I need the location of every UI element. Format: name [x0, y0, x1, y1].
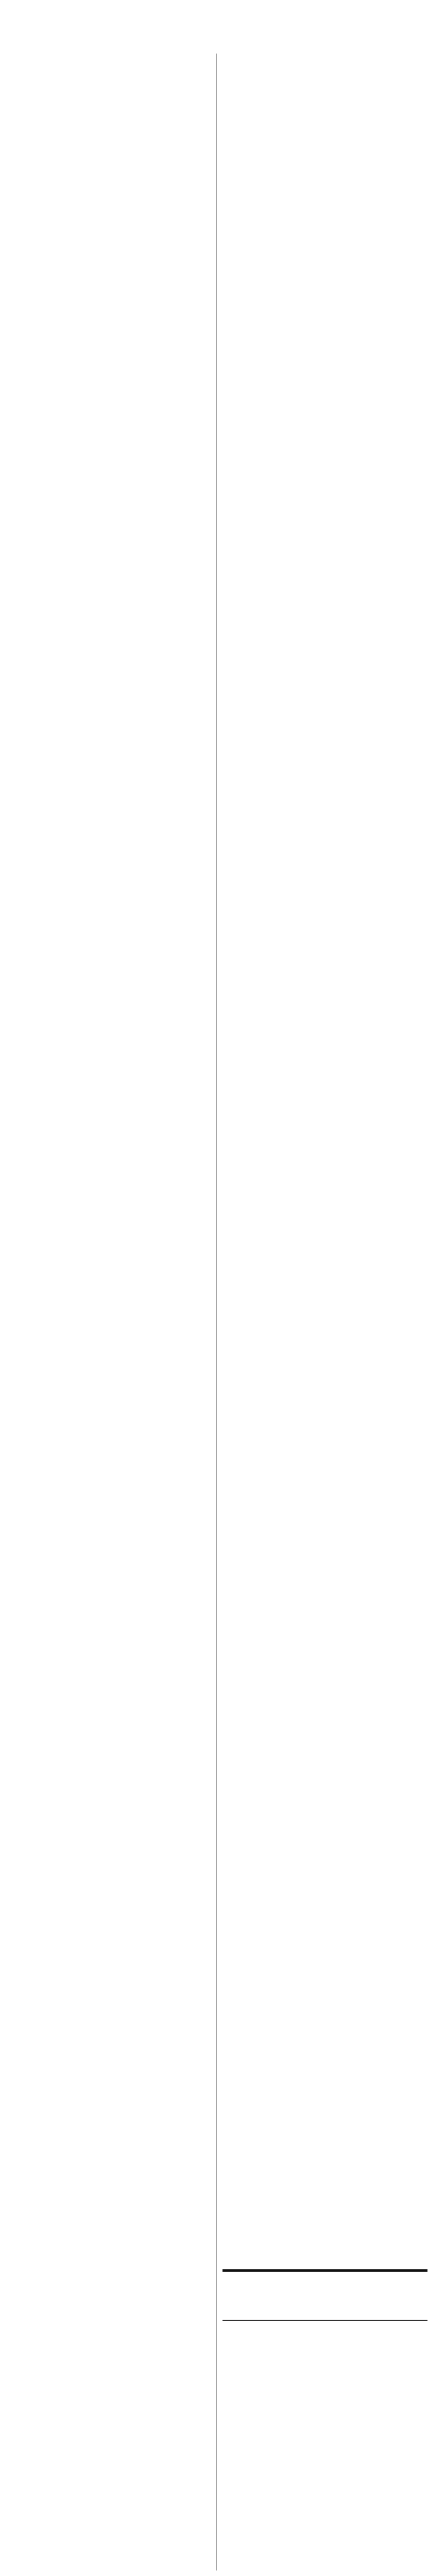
paragraph — [223, 153, 427, 167]
jump-from-label — [6, 54, 210, 67]
paragraph — [223, 169, 427, 183]
paragraph — [223, 85, 427, 99]
paragraph — [223, 101, 427, 115]
paragraph — [223, 69, 427, 83]
paragraph — [6, 252, 210, 266]
paragraph — [6, 68, 210, 82]
paragraph — [6, 84, 210, 98]
paragraph — [6, 168, 210, 182]
right-column — [223, 54, 427, 2570]
paragraph — [223, 2341, 427, 2355]
column-divider — [216, 54, 217, 2570]
paragraph — [223, 2326, 427, 2339]
paragraph — [6, 153, 210, 166]
second-article-headline-box — [223, 2269, 427, 2321]
second-article-body — [223, 2326, 427, 2570]
article-headline — [6, 4, 427, 48]
section-subhead — [6, 233, 210, 249]
paragraph — [223, 2357, 427, 2371]
left-column — [6, 54, 210, 2570]
paragraph — [223, 116, 427, 130]
paragraph — [6, 100, 210, 114]
section-subhead — [6, 133, 210, 149]
paragraph — [223, 54, 427, 67]
section-subhead — [223, 134, 427, 150]
paragraph — [6, 215, 210, 229]
paragraph — [6, 200, 210, 214]
paragraph — [223, 185, 427, 199]
paragraph — [6, 116, 210, 129]
paragraph — [6, 184, 210, 198]
paragraph — [223, 201, 427, 214]
